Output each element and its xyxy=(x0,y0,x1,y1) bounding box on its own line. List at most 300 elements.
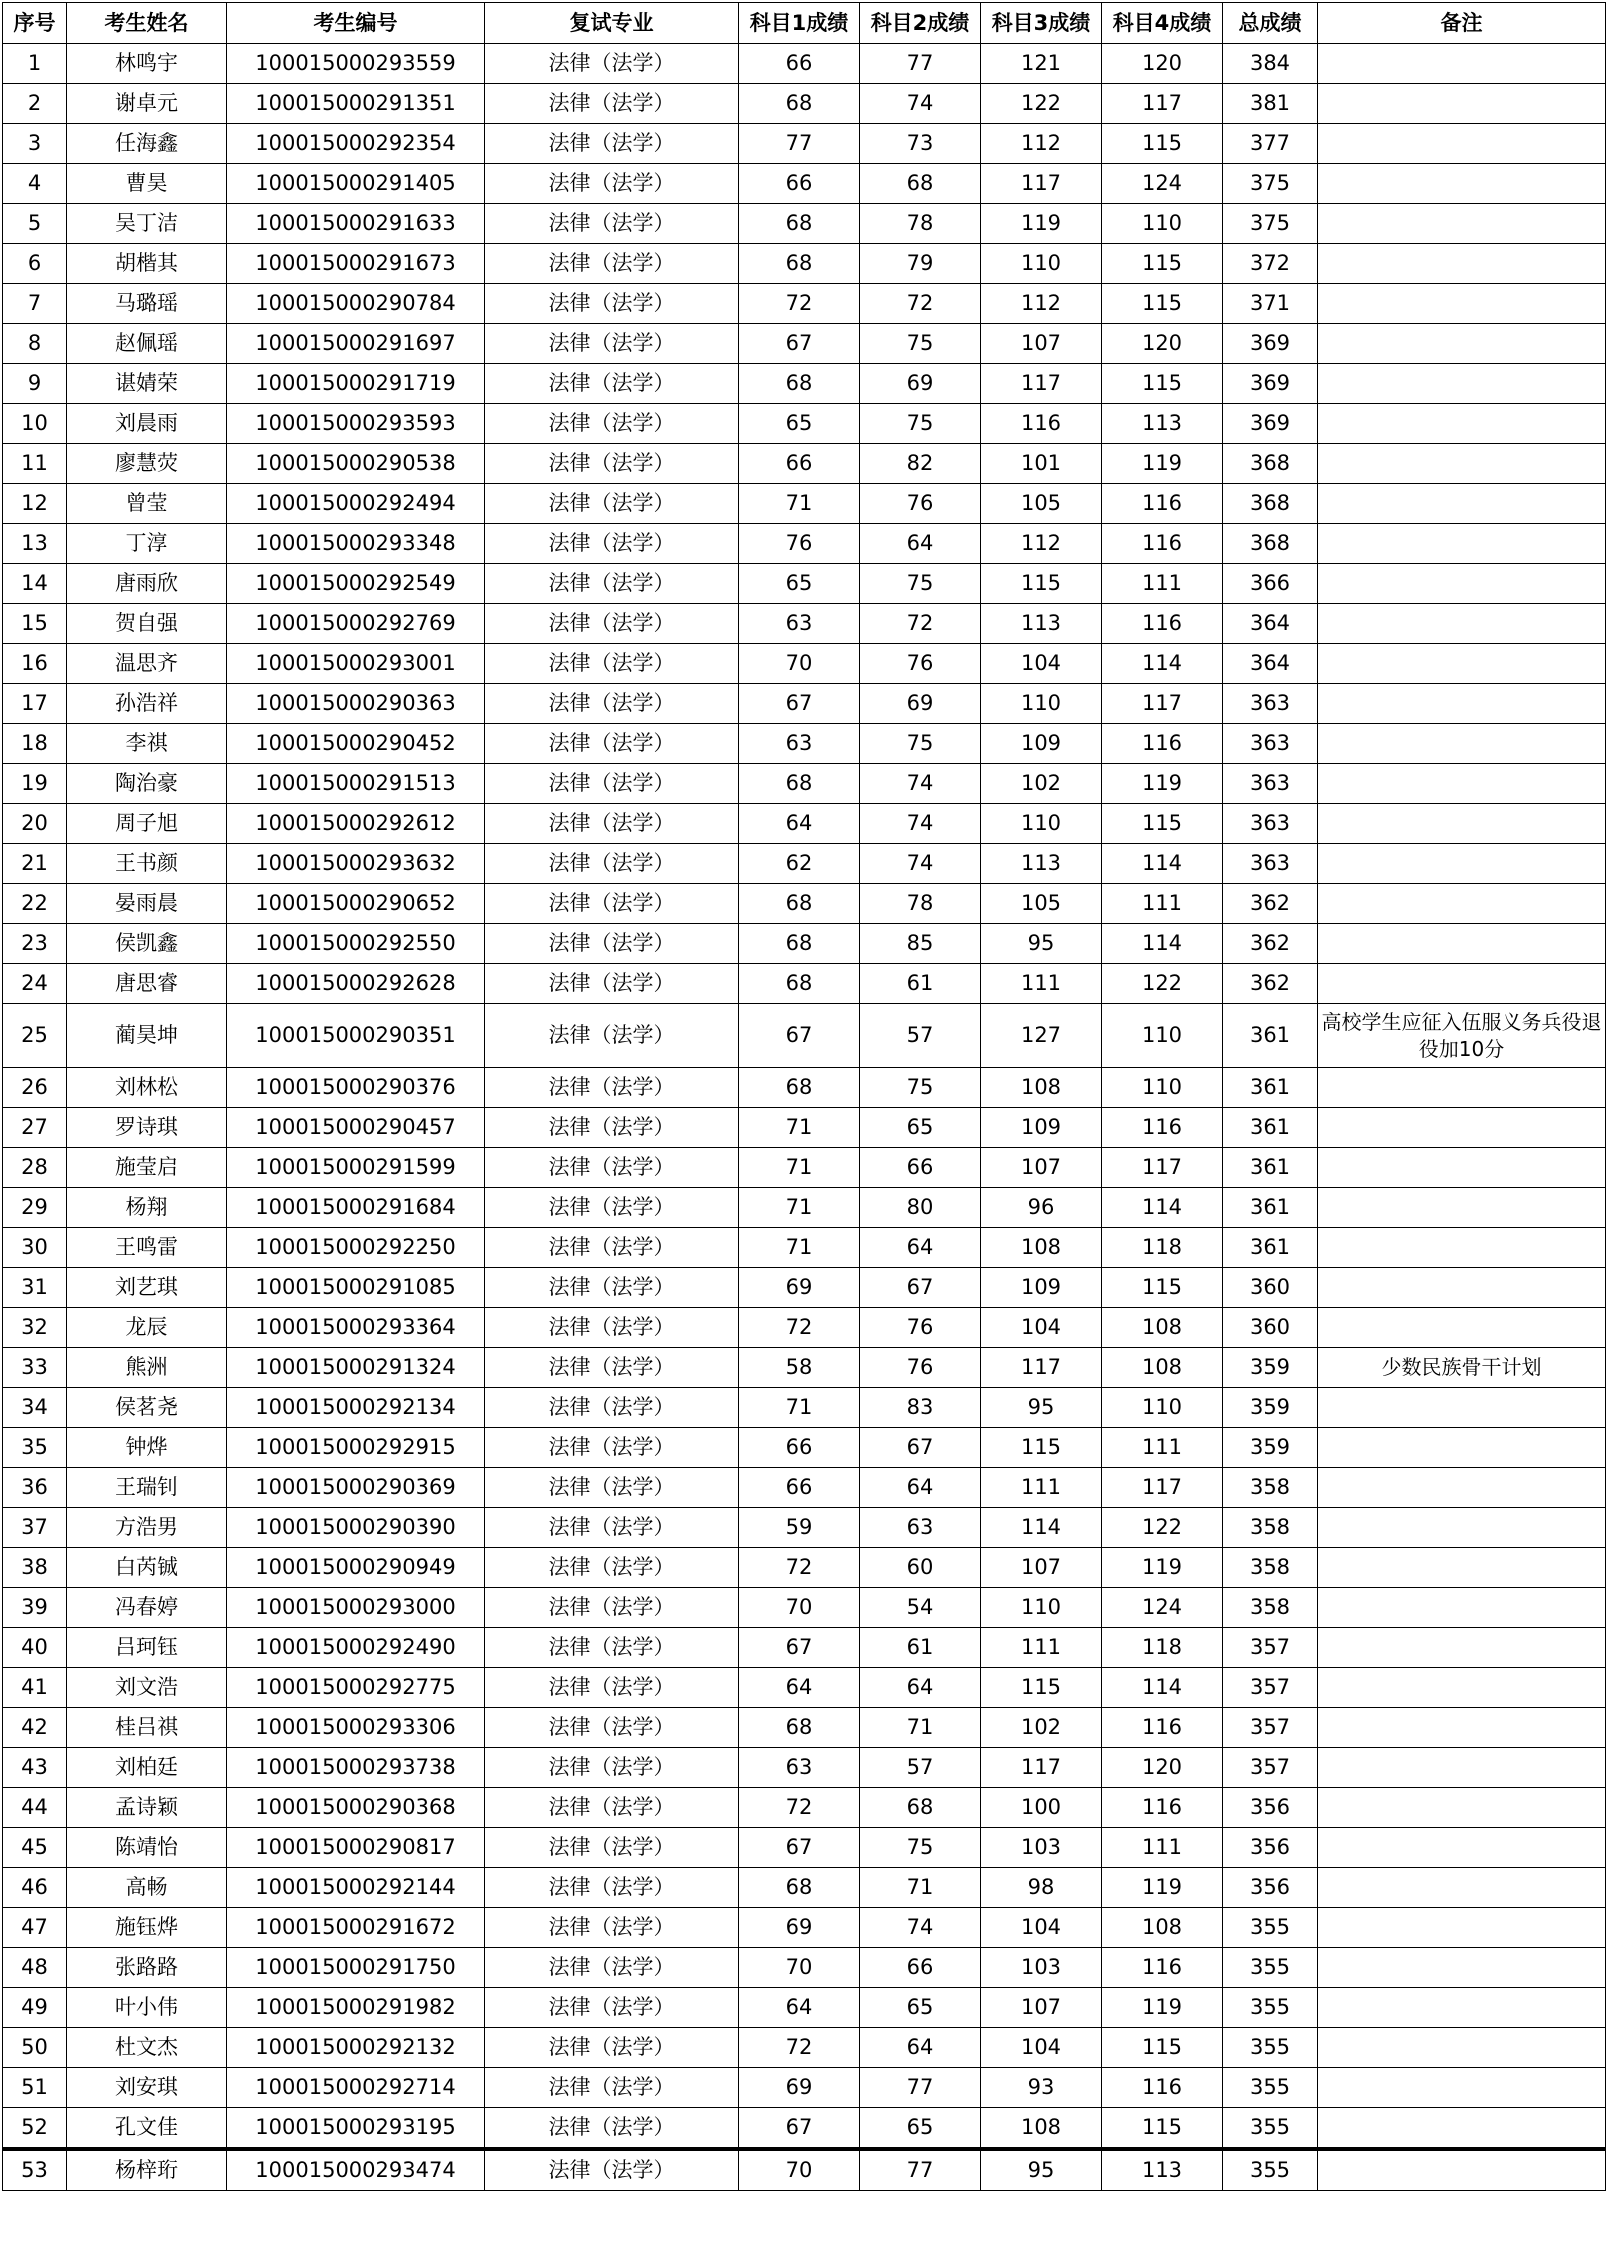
cell-subject2: 57 xyxy=(860,1004,981,1068)
cell-index: 19 xyxy=(3,764,67,804)
cell-subject2: 64 xyxy=(860,524,981,564)
cell-name: 方浩男 xyxy=(67,1508,227,1548)
cell-subject1: 65 xyxy=(739,404,860,444)
cell-remark xyxy=(1318,564,1606,604)
cell-subject2: 69 xyxy=(860,364,981,404)
cell-subject4: 115 xyxy=(1102,244,1223,284)
cell-major: 法律（法学） xyxy=(485,764,739,804)
cell-id: 100015000293001 xyxy=(227,644,485,684)
cell-id: 100015000292769 xyxy=(227,604,485,644)
cell-subject4: 108 xyxy=(1102,1908,1223,1948)
cell-total: 357 xyxy=(1223,1628,1318,1668)
table-row xyxy=(3,964,1606,1004)
cell-total: 362 xyxy=(1223,924,1318,964)
table-row xyxy=(3,684,1606,724)
cell-total: 359 xyxy=(1223,1428,1318,1468)
cell-remark xyxy=(1318,324,1606,364)
cell-subject3: 96 xyxy=(981,1188,1102,1228)
cell-total: 355 xyxy=(1223,2149,1318,2191)
cell-id: 100015000290363 xyxy=(227,684,485,724)
table-row xyxy=(3,1788,1606,1828)
cell-remark xyxy=(1318,604,1606,644)
header-subject1: 科目1成绩 xyxy=(739,3,860,44)
cell-id: 100015000291324 xyxy=(227,1348,485,1388)
cell-index: 42 xyxy=(3,1708,67,1748)
cell-name: 桂吕祺 xyxy=(67,1708,227,1748)
cell-subject2: 79 xyxy=(860,244,981,284)
cell-major: 法律（法学） xyxy=(485,124,739,164)
cell-remark xyxy=(1318,1828,1606,1868)
table-row xyxy=(3,1268,1606,1308)
cell-subject2: 64 xyxy=(860,1228,981,1268)
cell-total: 358 xyxy=(1223,1588,1318,1628)
cell-major: 法律（法学） xyxy=(485,1788,739,1828)
table-row xyxy=(3,1508,1606,1548)
table-row xyxy=(3,164,1606,204)
cell-subject4: 116 xyxy=(1102,604,1223,644)
cell-subject1: 72 xyxy=(739,284,860,324)
cell-remark xyxy=(1318,964,1606,1004)
cell-subject3: 109 xyxy=(981,1108,1102,1148)
cell-id: 100015000293559 xyxy=(227,44,485,84)
cell-total: 358 xyxy=(1223,1468,1318,1508)
cell-subject2: 57 xyxy=(860,1748,981,1788)
cell-subject2: 54 xyxy=(860,1588,981,1628)
cell-subject4: 113 xyxy=(1102,2149,1223,2191)
cell-index: 49 xyxy=(3,1988,67,2028)
cell-remark xyxy=(1318,1468,1606,1508)
cell-subject4: 119 xyxy=(1102,444,1223,484)
table-row xyxy=(3,1828,1606,1868)
cell-subject2: 74 xyxy=(860,764,981,804)
cell-subject2: 77 xyxy=(860,44,981,84)
cell-remark xyxy=(1318,844,1606,884)
cell-subject1: 62 xyxy=(739,844,860,884)
cell-subject4: 108 xyxy=(1102,1308,1223,1348)
cell-total: 363 xyxy=(1223,724,1318,764)
cell-name: 唐思睿 xyxy=(67,964,227,1004)
table-row xyxy=(3,2149,1606,2191)
cell-total: 381 xyxy=(1223,84,1318,124)
cell-total: 369 xyxy=(1223,324,1318,364)
cell-subject4: 111 xyxy=(1102,1828,1223,1868)
cell-subject1: 71 xyxy=(739,1108,860,1148)
cell-index: 23 xyxy=(3,924,67,964)
cell-total: 369 xyxy=(1223,404,1318,444)
cell-subject4: 117 xyxy=(1102,84,1223,124)
cell-id: 100015000291513 xyxy=(227,764,485,804)
cell-subject4: 111 xyxy=(1102,884,1223,924)
cell-id: 100015000292132 xyxy=(227,2028,485,2068)
cell-subject1: 66 xyxy=(739,1468,860,1508)
header-subject4: 科目4成绩 xyxy=(1102,3,1223,44)
cell-name: 唐雨欣 xyxy=(67,564,227,604)
cell-subject3: 117 xyxy=(981,164,1102,204)
cell-total: 364 xyxy=(1223,644,1318,684)
cell-subject3: 110 xyxy=(981,684,1102,724)
cell-subject3: 112 xyxy=(981,524,1102,564)
cell-name: 李祺 xyxy=(67,724,227,764)
cell-subject3: 98 xyxy=(981,1868,1102,1908)
cell-major: 法律（法学） xyxy=(485,1548,739,1588)
header-subject2: 科目2成绩 xyxy=(860,3,981,44)
cell-name: 胡楷其 xyxy=(67,244,227,284)
cell-index: 26 xyxy=(3,1068,67,1108)
cell-index: 17 xyxy=(3,684,67,724)
cell-major: 法律（法学） xyxy=(485,1148,739,1188)
cell-subject2: 64 xyxy=(860,1668,981,1708)
cell-subject1: 67 xyxy=(739,324,860,364)
cell-index: 37 xyxy=(3,1508,67,1548)
cell-subject2: 69 xyxy=(860,684,981,724)
cell-subject1: 67 xyxy=(739,684,860,724)
cell-subject1: 72 xyxy=(739,1788,860,1828)
cell-subject4: 120 xyxy=(1102,44,1223,84)
cell-total: 358 xyxy=(1223,1508,1318,1548)
cell-index: 22 xyxy=(3,884,67,924)
cell-subject1: 66 xyxy=(739,164,860,204)
cell-total: 361 xyxy=(1223,1108,1318,1148)
cell-name: 丁淳 xyxy=(67,524,227,564)
cell-major: 法律（法学） xyxy=(485,1628,739,1668)
cell-id: 100015000291405 xyxy=(227,164,485,204)
table-row xyxy=(3,284,1606,324)
table-row xyxy=(3,1708,1606,1748)
cell-total: 362 xyxy=(1223,884,1318,924)
table-row xyxy=(3,244,1606,284)
cell-index: 48 xyxy=(3,1948,67,1988)
cell-index: 6 xyxy=(3,244,67,284)
cell-total: 366 xyxy=(1223,564,1318,604)
cell-remark xyxy=(1318,2068,1606,2108)
cell-index: 41 xyxy=(3,1668,67,1708)
cell-total: 359 xyxy=(1223,1348,1318,1388)
cell-subject2: 60 xyxy=(860,1548,981,1588)
cell-id: 100015000293632 xyxy=(227,844,485,884)
cell-subject1: 66 xyxy=(739,44,860,84)
cell-subject1: 77 xyxy=(739,124,860,164)
cell-subject1: 67 xyxy=(739,1828,860,1868)
cell-subject4: 114 xyxy=(1102,1188,1223,1228)
cell-name: 蔺昊坤 xyxy=(67,1004,227,1068)
cell-id: 100015000292354 xyxy=(227,124,485,164)
cell-id: 100015000291750 xyxy=(227,1948,485,1988)
cell-name: 刘文浩 xyxy=(67,1668,227,1708)
cell-subject1: 64 xyxy=(739,804,860,844)
table-row xyxy=(3,1948,1606,1988)
cell-name: 陈靖怡 xyxy=(67,1828,227,1868)
cell-subject4: 115 xyxy=(1102,364,1223,404)
cell-subject3: 113 xyxy=(981,844,1102,884)
cell-subject2: 82 xyxy=(860,444,981,484)
cell-index: 28 xyxy=(3,1148,67,1188)
cell-index: 34 xyxy=(3,1388,67,1428)
cell-subject1: 67 xyxy=(739,1004,860,1068)
cell-major: 法律（法学） xyxy=(485,844,739,884)
cell-subject3: 107 xyxy=(981,1988,1102,2028)
cell-id: 100015000290351 xyxy=(227,1004,485,1068)
cell-subject1: 68 xyxy=(739,244,860,284)
cell-id: 100015000292549 xyxy=(227,564,485,604)
cell-name: 王书颜 xyxy=(67,844,227,884)
table-row xyxy=(3,564,1606,604)
cell-total: 364 xyxy=(1223,604,1318,644)
cell-subject3: 122 xyxy=(981,84,1102,124)
cell-subject1: 68 xyxy=(739,884,860,924)
cell-subject3: 117 xyxy=(981,1748,1102,1788)
cell-subject3: 117 xyxy=(981,364,1102,404)
cell-subject3: 95 xyxy=(981,924,1102,964)
table-row xyxy=(3,1668,1606,1708)
cell-index: 3 xyxy=(3,124,67,164)
cell-index: 36 xyxy=(3,1468,67,1508)
cell-major: 法律（法学） xyxy=(485,1748,739,1788)
cell-id: 100015000290949 xyxy=(227,1548,485,1588)
table-row xyxy=(3,1004,1606,1068)
cell-major: 法律（法学） xyxy=(485,924,739,964)
table-row xyxy=(3,1988,1606,2028)
cell-subject4: 116 xyxy=(1102,724,1223,764)
table-row xyxy=(3,1588,1606,1628)
cell-subject2: 75 xyxy=(860,1068,981,1108)
cell-subject3: 108 xyxy=(981,1228,1102,1268)
cell-id: 100015000290390 xyxy=(227,1508,485,1548)
cell-subject4: 119 xyxy=(1102,1868,1223,1908)
cell-id: 100015000292250 xyxy=(227,1228,485,1268)
cell-total: 362 xyxy=(1223,964,1318,1004)
table-row xyxy=(3,1468,1606,1508)
cell-subject4: 124 xyxy=(1102,164,1223,204)
cell-subject3: 115 xyxy=(981,564,1102,604)
cell-remark xyxy=(1318,924,1606,964)
cell-subject1: 72 xyxy=(739,2028,860,2068)
cell-subject4: 111 xyxy=(1102,564,1223,604)
cell-subject3: 101 xyxy=(981,444,1102,484)
cell-subject4: 116 xyxy=(1102,2068,1223,2108)
cell-id: 100015000293738 xyxy=(227,1748,485,1788)
cell-remark xyxy=(1318,2028,1606,2068)
cell-index: 1 xyxy=(3,44,67,84)
cell-total: 363 xyxy=(1223,844,1318,884)
cell-total: 360 xyxy=(1223,1268,1318,1308)
cell-total: 361 xyxy=(1223,1148,1318,1188)
cell-subject2: 65 xyxy=(860,1988,981,2028)
cell-subject2: 74 xyxy=(860,804,981,844)
cell-total: 356 xyxy=(1223,1868,1318,1908)
cell-remark xyxy=(1318,1988,1606,2028)
cell-subject2: 67 xyxy=(860,1268,981,1308)
cell-subject2: 76 xyxy=(860,1308,981,1348)
cell-name: 熊洲 xyxy=(67,1348,227,1388)
cell-subject4: 117 xyxy=(1102,1148,1223,1188)
cell-subject2: 63 xyxy=(860,1508,981,1548)
cell-remark xyxy=(1318,1588,1606,1628)
cell-subject1: 58 xyxy=(739,1348,860,1388)
cell-id: 100015000292714 xyxy=(227,2068,485,2108)
header-remark: 备注 xyxy=(1318,3,1606,44)
cell-name: 王鸣雷 xyxy=(67,1228,227,1268)
cell-remark xyxy=(1318,84,1606,124)
cell-subject2: 73 xyxy=(860,124,981,164)
cell-major: 法律（法学） xyxy=(485,364,739,404)
cell-subject2: 68 xyxy=(860,164,981,204)
cell-total: 357 xyxy=(1223,1708,1318,1748)
table-row xyxy=(3,844,1606,884)
header-index: 序号 xyxy=(3,3,67,44)
cell-index: 32 xyxy=(3,1308,67,1348)
cell-index: 45 xyxy=(3,1828,67,1868)
cell-index: 11 xyxy=(3,444,67,484)
cell-subject4: 120 xyxy=(1102,324,1223,364)
table-row xyxy=(3,204,1606,244)
header-major: 复试专业 xyxy=(485,3,739,44)
cell-index: 5 xyxy=(3,204,67,244)
cell-remark xyxy=(1318,124,1606,164)
cell-major: 法律（法学） xyxy=(485,44,739,84)
cell-subject2: 67 xyxy=(860,1428,981,1468)
cell-subject2: 76 xyxy=(860,484,981,524)
cell-name: 侯茗尧 xyxy=(67,1388,227,1428)
cell-subject3: 104 xyxy=(981,1308,1102,1348)
cell-remark xyxy=(1318,1708,1606,1748)
cell-subject1: 71 xyxy=(739,1148,860,1188)
cell-remark xyxy=(1318,804,1606,844)
header-id: 考生编号 xyxy=(227,3,485,44)
cell-subject4: 116 xyxy=(1102,484,1223,524)
cell-subject2: 83 xyxy=(860,1388,981,1428)
cell-remark xyxy=(1318,1628,1606,1668)
cell-subject3: 95 xyxy=(981,2149,1102,2191)
cell-subject4: 122 xyxy=(1102,1508,1223,1548)
cell-name: 廖慧荧 xyxy=(67,444,227,484)
cell-remark xyxy=(1318,1188,1606,1228)
cell-major: 法律（法学） xyxy=(485,1868,739,1908)
cell-remark xyxy=(1318,1068,1606,1108)
cell-total: 361 xyxy=(1223,1228,1318,1268)
cell-id: 100015000291351 xyxy=(227,84,485,124)
cell-subject4: 117 xyxy=(1102,684,1223,724)
cell-id: 100015000290452 xyxy=(227,724,485,764)
cell-subject3: 107 xyxy=(981,1148,1102,1188)
cell-major: 法律（法学） xyxy=(485,2028,739,2068)
cell-index: 16 xyxy=(3,644,67,684)
cell-remark xyxy=(1318,1108,1606,1148)
cell-index: 53 xyxy=(3,2149,67,2191)
cell-subject2: 76 xyxy=(860,1348,981,1388)
cell-remark xyxy=(1318,1908,1606,1948)
cell-id: 100015000292490 xyxy=(227,1628,485,1668)
cell-subject2: 74 xyxy=(860,84,981,124)
cell-index: 10 xyxy=(3,404,67,444)
cell-subject2: 71 xyxy=(860,1868,981,1908)
cell-index: 38 xyxy=(3,1548,67,1588)
cell-remark xyxy=(1318,1148,1606,1188)
cell-id: 100015000292612 xyxy=(227,804,485,844)
cell-total: 355 xyxy=(1223,2068,1318,2108)
cell-subject2: 80 xyxy=(860,1188,981,1228)
cell-total: 369 xyxy=(1223,364,1318,404)
cell-subject1: 65 xyxy=(739,564,860,604)
cell-remark xyxy=(1318,444,1606,484)
cell-subject2: 76 xyxy=(860,644,981,684)
cell-remark xyxy=(1318,1268,1606,1308)
cell-id: 100015000290368 xyxy=(227,1788,485,1828)
table-row xyxy=(3,1748,1606,1788)
table-row xyxy=(3,2028,1606,2068)
cell-subject2: 64 xyxy=(860,1468,981,1508)
cell-id: 100015000290652 xyxy=(227,884,485,924)
cell-major: 法律（法学） xyxy=(485,724,739,764)
cell-major: 法律（法学） xyxy=(485,644,739,684)
cell-major: 法律（法学） xyxy=(485,444,739,484)
cell-id: 100015000291982 xyxy=(227,1988,485,2028)
cell-subject1: 68 xyxy=(739,364,860,404)
cell-index: 35 xyxy=(3,1428,67,1468)
cell-subject4: 110 xyxy=(1102,1068,1223,1108)
cell-total: 363 xyxy=(1223,684,1318,724)
cell-subject1: 63 xyxy=(739,604,860,644)
cell-major: 法律（法学） xyxy=(485,484,739,524)
cell-major: 法律（法学） xyxy=(485,684,739,724)
cell-index: 27 xyxy=(3,1108,67,1148)
cell-subject1: 68 xyxy=(739,924,860,964)
cell-subject4: 110 xyxy=(1102,1004,1223,1068)
cell-name: 高畅 xyxy=(67,1868,227,1908)
cell-subject4: 120 xyxy=(1102,1748,1223,1788)
cell-name: 杨翔 xyxy=(67,1188,227,1228)
cell-id: 100015000291672 xyxy=(227,1908,485,1948)
cell-major: 法律（法学） xyxy=(485,1108,739,1148)
cell-major: 法律（法学） xyxy=(485,324,739,364)
cell-subject2: 75 xyxy=(860,404,981,444)
cell-index: 20 xyxy=(3,804,67,844)
cell-id: 100015000291673 xyxy=(227,244,485,284)
cell-subject2: 74 xyxy=(860,844,981,884)
cell-major: 法律（法学） xyxy=(485,2068,739,2108)
cell-total: 361 xyxy=(1223,1004,1318,1068)
cell-subject2: 65 xyxy=(860,1108,981,1148)
cell-subject1: 67 xyxy=(739,2108,860,2150)
cell-name: 吕珂钰 xyxy=(67,1628,227,1668)
cell-remark xyxy=(1318,284,1606,324)
header-name: 考生姓名 xyxy=(67,3,227,44)
cell-subject3: 102 xyxy=(981,764,1102,804)
cell-subject1: 63 xyxy=(739,724,860,764)
cell-remark xyxy=(1318,764,1606,804)
cell-subject1: 59 xyxy=(739,1508,860,1548)
cell-total: 356 xyxy=(1223,1788,1318,1828)
cell-subject4: 116 xyxy=(1102,524,1223,564)
cell-major: 法律（法学） xyxy=(485,1468,739,1508)
cell-index: 18 xyxy=(3,724,67,764)
cell-index: 21 xyxy=(3,844,67,884)
cell-id: 100015000292144 xyxy=(227,1868,485,1908)
cell-total: 356 xyxy=(1223,1828,1318,1868)
cell-subject2: 61 xyxy=(860,964,981,1004)
cell-subject3: 109 xyxy=(981,1268,1102,1308)
cell-id: 100015000293195 xyxy=(227,2108,485,2150)
cell-name: 谌婧荣 xyxy=(67,364,227,404)
cell-subject3: 109 xyxy=(981,724,1102,764)
table-row xyxy=(3,1428,1606,1468)
cell-total: 368 xyxy=(1223,484,1318,524)
cell-subject1: 71 xyxy=(739,484,860,524)
cell-subject1: 68 xyxy=(739,204,860,244)
table-row xyxy=(3,124,1606,164)
cell-index: 43 xyxy=(3,1748,67,1788)
cell-remark xyxy=(1318,1508,1606,1548)
cell-subject1: 67 xyxy=(739,1628,860,1668)
